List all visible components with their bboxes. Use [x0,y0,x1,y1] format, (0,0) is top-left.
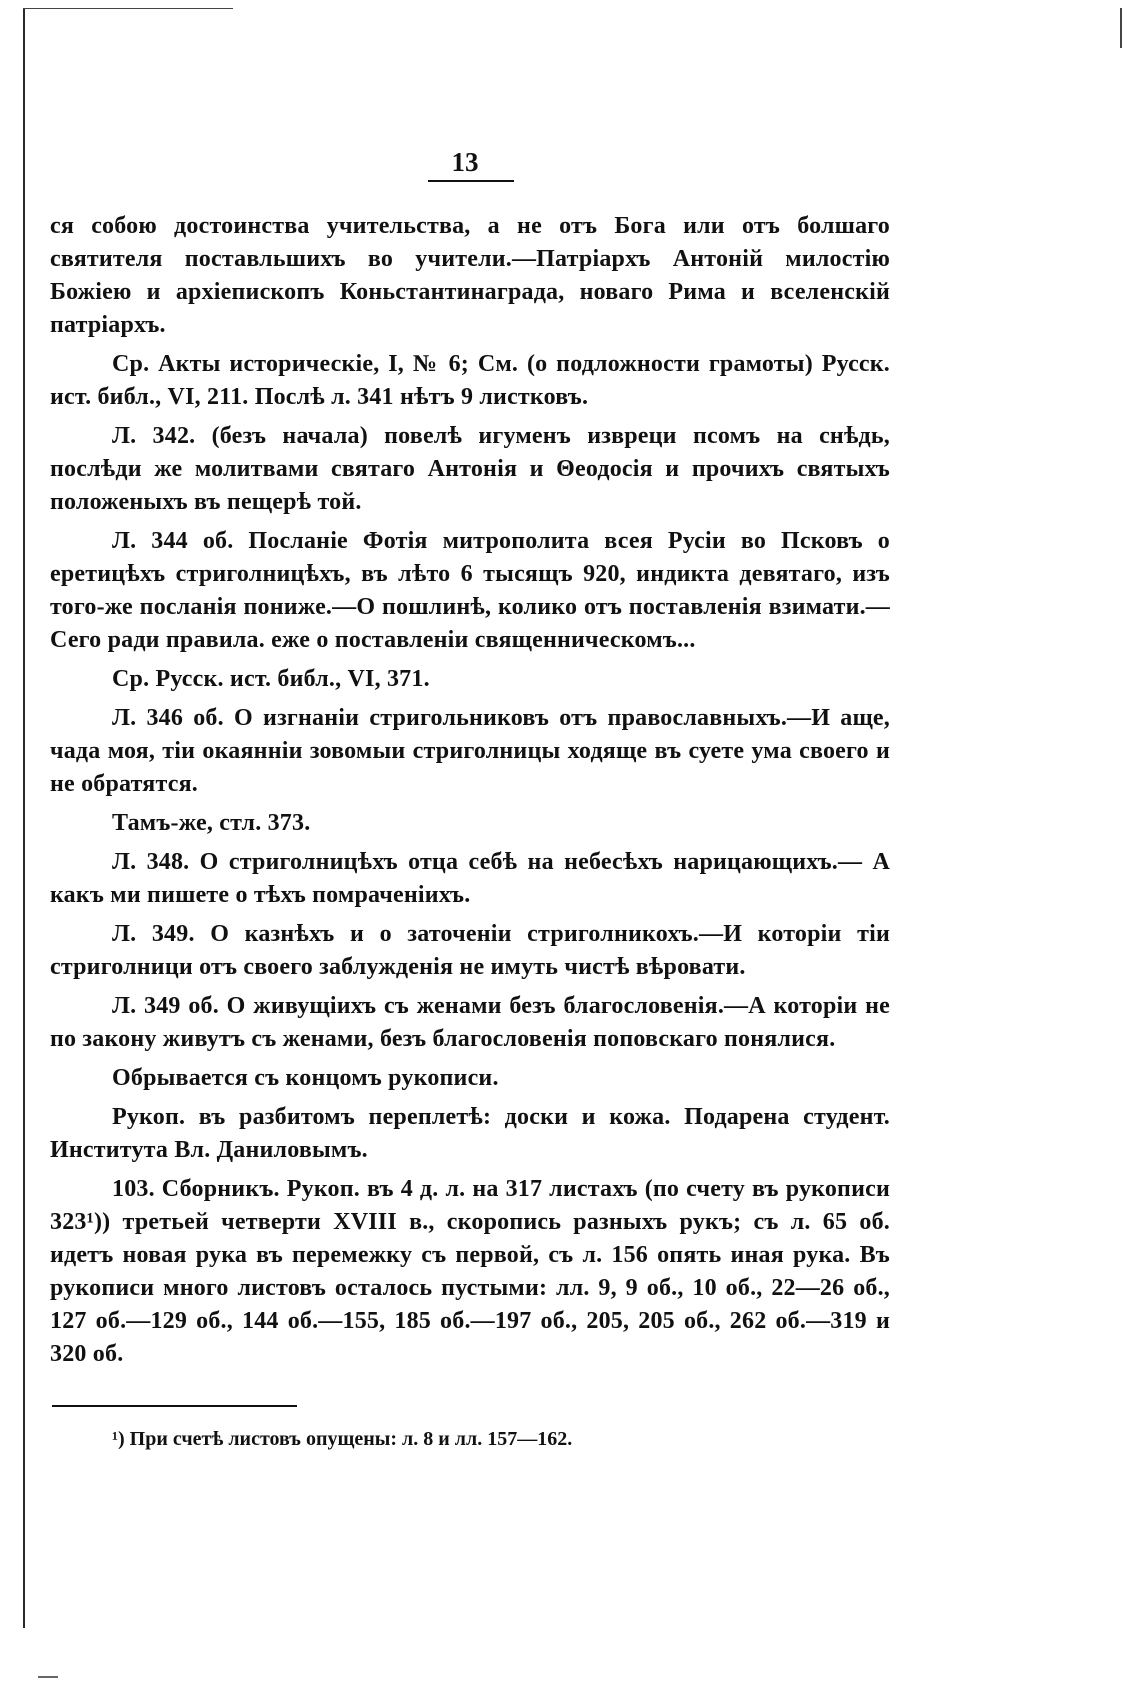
paragraph-ending-note: Обрывается съ концомъ рукописи. [112,1065,499,1091]
page-number-rule [428,180,514,182]
page-number: 13 [451,147,479,177]
scan-border-top [23,8,233,9]
paragraph-leaf-342: Л. 342. (безъ начала) повелѣ игуменъ извреци псомъ на снѣдь, послѣди же молитвами святаго Антонія и Θеодосія и прочихъ святыхъ положеныхъ въ пещерѣ той. [50,423,890,515]
paragraph-reference-acts: Ср. Акты историческіе, I, № 6; См. (о подложности грамоты) Русск. ист. библ., VI, 211. Послѣ л. 341 нѣтъ 9 листковъ. [50,351,890,410]
scan-speck [38,1676,58,1678]
entry-103-description: Рукоп. въ 4 д. л. на 317 листахъ (по счету въ рукописи 323¹)) третьей четверти XVIII в., скоропись разныхъ рукъ; съ л. 65 об. идетъ новая рука въ перемежку съ первой, съ л. 156 опять иная рука. Въ рукописи много листовъ осталось пустыми: лл. 9, 9 об., 10 об., 22—26 об., 127 об.—129 об., 144 об.—155, 185 об.—197 об., 205, 205 об., 262 об.—319 и 320 об. [50,1176,890,1367]
paragraph-reference-library: Ср. Русск. ист. библ., VI, 371. [112,666,430,692]
scan-border-left [23,8,25,1628]
paragraph-leaf-349-verso: Л. 349 об. О живущіихъ съ женами безъ благословенія.—А которіи не по закону живутъ съ женами, безъ благословенія поповскаго понялися. [50,993,890,1052]
paragraph-reference-same: Тамъ-же, стл. 373. [112,810,311,836]
paragraph-leaf-344: Л. 344 об. Посланіе Фотія митрополита всея Русіи во Псковъ о еретицѣхъ стриголницѣхъ, въ лѣто 6 тысящъ 920, индикта девятаго, изъ того-же посланія пониже.—О пошлинѣ, колико отъ поставленія взимати.—Сего ради правила. еже о поставленіи священническомъ... [50,528,890,653]
paragraph-continuation: ся собою достоинства учительства, а не отъ Бога или отъ болшаго святителя поставльшихъ во учители.—Патріархъ Антоній милостію Божіею и архіепископъ Коньстантинаграда, новаго Рима и вселенскій патріархъ. [50,213,890,338]
paragraph-leaf-349: Л. 349. О казнѣхъ и о заточеніи стриголникохъ.—И которіи тіи стриголници отъ своего заблужденія не имуть чистѣ вѣровати. [50,921,890,980]
paragraph-entry-103 [50,1173,890,1371]
page-body [50,210,890,1377]
paragraph-leaf-348: Л. 348. О стриголницѣхъ отца себѣ на небесѣхъ нарицающихъ.— А какъ ми пишете о тѣхъ помраченіихъ. [50,849,890,908]
paragraph-leaf-346: Л. 346 об. О изгнаніи стригольниковъ отъ православныхъ.—И аще, чада моя, тіи окаянніи зовомыи стриголницы ходяще въ суете ума своего и не обратятся. [50,705,890,797]
scan-border-top-right [1120,8,1122,48]
footnote-rule [52,1405,297,1407]
footnote: ¹) При счетѣ листовъ опущены: л. 8 и лл. 157—162. [112,1428,573,1450]
entry-103-heading: 103. Сборникъ. [112,1176,280,1202]
paragraph-binding-note: Рукоп. въ разбитомъ переплетѣ: доски и кожа. Подарена студент. Института Вл. Даниловымъ. [50,1104,890,1163]
